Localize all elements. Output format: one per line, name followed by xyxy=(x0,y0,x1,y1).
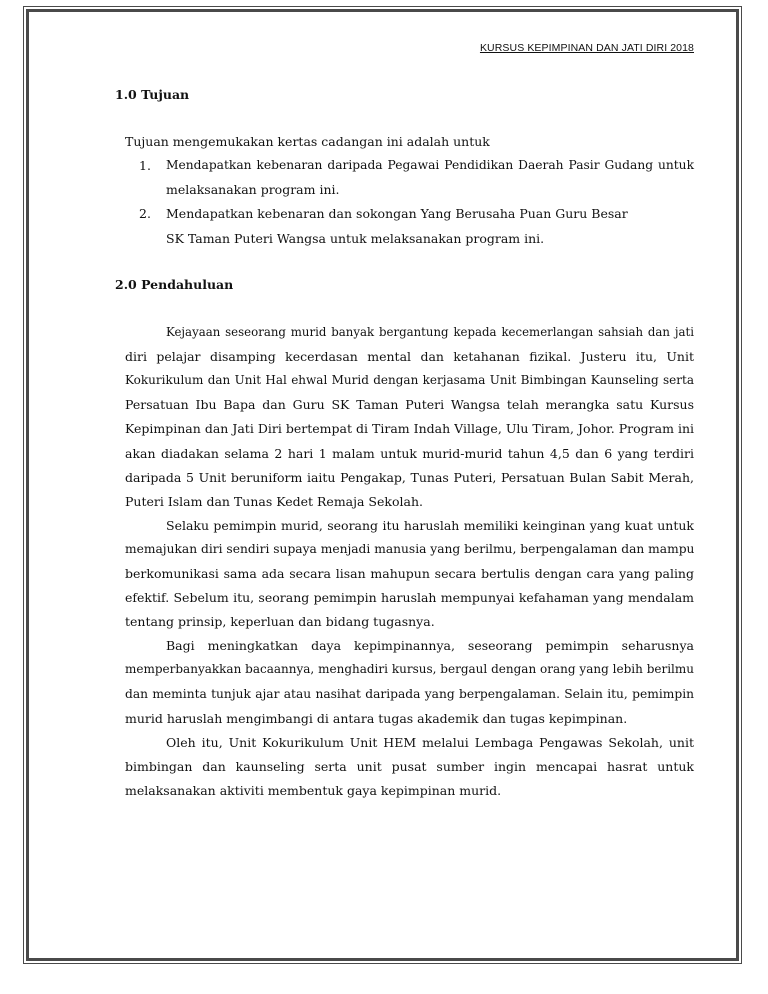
list-item-line: SK Taman Puteri Wangsa untuk melaksanakan program ini. xyxy=(166,231,545,246)
paragraph-line: Kokurikulum dan Unit Hal ehwal Murid dengan kerjasama Unit Bimbingan Kaunseling serta xyxy=(125,373,694,387)
paragraph-line: melaksanakan aktiviti membentuk gaya kepimpinan murid. xyxy=(125,783,502,798)
running-header: KURSUS KEPIMPINAN DAN JATI DIRI 2018 xyxy=(479,42,694,54)
section1-intro: Tujuan mengemukakan kertas cadangan ini adalah untuk xyxy=(125,134,490,149)
paragraph-line: Persatuan Ibu Bapa dan Guru SK Taman Puteri Wangsa telah merangka satu Kursus xyxy=(125,397,694,412)
paragraph-line: memajukan diri sendiri supaya menjadi manusia yang berilmu, berpengalaman dan mampu xyxy=(125,542,695,556)
section-heading-pendahuluan: 2.0 Pendahuluan xyxy=(115,277,234,292)
paragraph-line: murid haruslah mengimbangi di antara tugas akademik dan tugas kepimpinan. xyxy=(125,711,628,726)
paragraph-line: Puteri Islam dan Tunas Kedet Remaja Sekolah. xyxy=(125,494,423,509)
list-item-line: Mendapatkan kebenaran dan sokongan Yang Berusaha Puan Guru Besar xyxy=(166,206,628,221)
list-number: 1. xyxy=(139,158,151,173)
paragraph-line: efektif. Sebelum itu, seorang pemimpin haruslah mempunyai kefahaman yang mendalam xyxy=(125,590,694,605)
paragraph-line: Oleh itu, Unit Kokurikulum Unit HEM melalui Lembaga Pengawas Sekolah, unit xyxy=(166,735,694,750)
list-item-line: melaksanakan program ini. xyxy=(166,182,340,197)
paragraph-line: akan diadakan selama 2 hari 1 malam untuk murid-murid tahun 4,5 dan 6 yang terdiri xyxy=(125,446,694,461)
list-number: 2. xyxy=(139,206,151,221)
paragraph-line: memperbanyakkan bacaannya, menghadiri kursus, bergaul dengan orang yang lebih berilmu xyxy=(125,662,694,676)
paragraph-line: bimbingan dan kaunseling serta unit pusat sumber ingin mencapai hasrat untuk xyxy=(125,759,694,774)
list-item-line: Mendapatkan kebenaran daripada Pegawai Pendidikan Daerah Pasir Gudang untuk xyxy=(166,158,694,172)
paragraph-line: diri pelajar disamping kecerdasan mental dan ketahanan fizikal. Justeru itu, Unit xyxy=(125,349,694,364)
paragraph-line: Kepimpinan dan Jati Diri bertempat di Tiram Indah Village, Ulu Tiram, Johor. Program ini xyxy=(125,421,694,436)
paragraph-line: berkomunikasi sama ada secara lisan mahupun secara bertulis dengan cara yang paling xyxy=(125,566,694,581)
document-page xyxy=(26,9,739,961)
section-heading-tujuan: 1.0 Tujuan xyxy=(115,87,190,102)
paragraph-line: dan meminta tunjuk ajar atau nasihat daripada yang berpengalaman. Selain itu, pemimpin xyxy=(125,687,694,701)
paragraph-line: Selaku pemimpin murid, seorang itu haruslah memiliki keinginan yang kuat untuk xyxy=(166,518,694,533)
paragraph-line: tentang prinsip, keperluan dan bidang tugasnya. xyxy=(125,614,435,629)
paragraph-line: daripada 5 Unit beruniform iaitu Pengakap, Tunas Puteri, Persatuan Bulan Sabit Merah, xyxy=(125,470,694,485)
paragraph-line: Bagi meningkatkan daya kepimpinannya, seseorang pemimpin seharusnya xyxy=(166,638,694,653)
paragraph-line: Kejayaan seseorang murid banyak bergantung kepada kecemerlangan sahsiah dan jati xyxy=(166,325,694,339)
